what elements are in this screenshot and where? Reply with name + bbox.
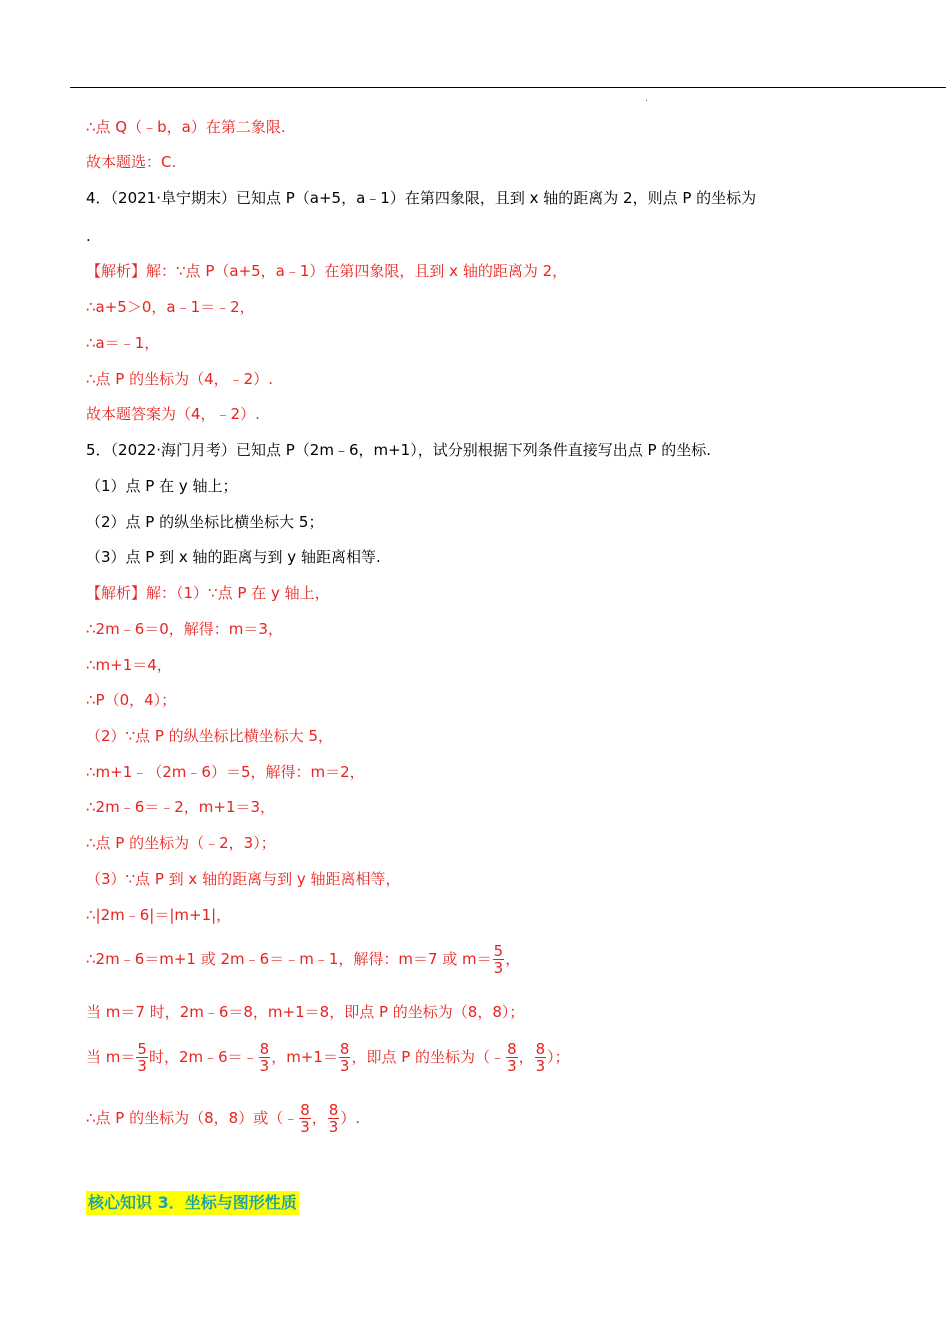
text-line: ∴m+1﹣（2m﹣6）＝5，解得：m＝2， (86, 763, 365, 781)
solution-line: 【解析】解：（1）∵点 P 在 y 轴上， (86, 584, 330, 602)
text-line: ∴2m﹣6＝﹣2，m+1＝3， (86, 798, 276, 816)
fraction: $\frac{8}{3}$ (259, 1040, 270, 1075)
text-line: ∴P（0，4）； (86, 691, 177, 709)
text-line: ∴m+1＝4， (86, 656, 172, 674)
header-dot (646, 100, 647, 101)
fraction-line: ∴2m﹣6＝m+1 或 2m﹣6＝﹣m﹣1，解得：m＝7 或 m＝ $\frac{5}{3}$ ， (86, 942, 521, 977)
text-line: ∴2m﹣6＝0，解得：m＝3， (86, 620, 283, 638)
fraction: $\frac{8}{3}$ (300, 1101, 310, 1136)
fraction: $\frac{8}{3}$ (328, 1101, 339, 1136)
text-line: （1）点 P 在 y 轴上； (86, 477, 238, 495)
text-line: （3）点 P 到 x 轴的距离与到 y 轴距离相等. (86, 548, 381, 566)
fraction: $\frac{5}{3}$ (137, 1040, 147, 1075)
fraction-line: ∴点 P 的坐标为（8，8）或（﹣ $\frac{8}{3}$ ， $\frac{8}{3}$ ）. (86, 1101, 361, 1136)
fraction: $\frac{8}{3}$ (507, 1040, 517, 1075)
header-rule (70, 87, 946, 88)
question-5: 5．（2022·海门月考）已知点 P（2m﹣6，m+1），试分别根据下列条件直接写出点 P 的坐标. (86, 441, 712, 459)
text-line: 故本题选：C. (86, 153, 177, 171)
analysis-tag: 【解析】 (86, 584, 147, 602)
text-line: ∴点 P 的坐标为（4，﹣2）. (86, 370, 273, 388)
text-line: ∴|2m﹣6|＝|m+1|， (86, 906, 232, 924)
text-line: ∴点 P 的坐标为（﹣2，3）； (86, 834, 276, 852)
text-line: 当 m＝7 时，2m﹣6＝8，m+1＝8，即点 P 的坐标为（8，8）； (86, 1003, 525, 1021)
fraction: $\frac{8}{3}$ (535, 1040, 546, 1075)
text-line: 故本题答案为（4，﹣2）. (86, 405, 260, 423)
text-line: ∴a＝﹣1， (86, 334, 160, 352)
fraction: $\frac{5}{3}$ (493, 942, 504, 977)
text-line: （3）∵点 P 到 x 轴的距离与到 y 轴距离相等， (86, 870, 401, 888)
text-line: . (86, 227, 91, 245)
solution-line: 【解析】解：∵点 P（a+5，a﹣1）在第四象限，且到 x 轴的距离为 2， (86, 262, 568, 280)
text-line: ∴a+5＞0，a﹣1＝﹣2， (86, 298, 255, 316)
analysis-tag: 【解析】 (86, 262, 147, 280)
text-line: （2）点 P 的纵坐标比横坐标大 5； (86, 513, 324, 531)
fraction-line: 当 m＝ $\frac{5}{3}$ 时，2m﹣6＝﹣ $\frac{8}{3}$ ，m+1＝ $\frac{8}{3}$ ，即点 P 的坐标为（﹣ $\frac{8}{3}$ ， $\frac{8}{3}$ ）； (86, 1040, 570, 1075)
question-4: 4．（2021·阜宁期末）已知点 P（a+5，a﹣1）在第四象限，且到 x 轴的距离为 2，则点 P 的坐标为 (86, 189, 757, 207)
section-heading: 核心知识 3．坐标与图形性质 (86, 1191, 299, 1215)
text-line: ∴点 Q（﹣b，a）在第二象限. (86, 118, 286, 136)
fraction: $\frac{8}{3}$ (339, 1040, 350, 1075)
text-line: （2）∵点 P 的纵坐标比横坐标大 5， (86, 727, 333, 745)
